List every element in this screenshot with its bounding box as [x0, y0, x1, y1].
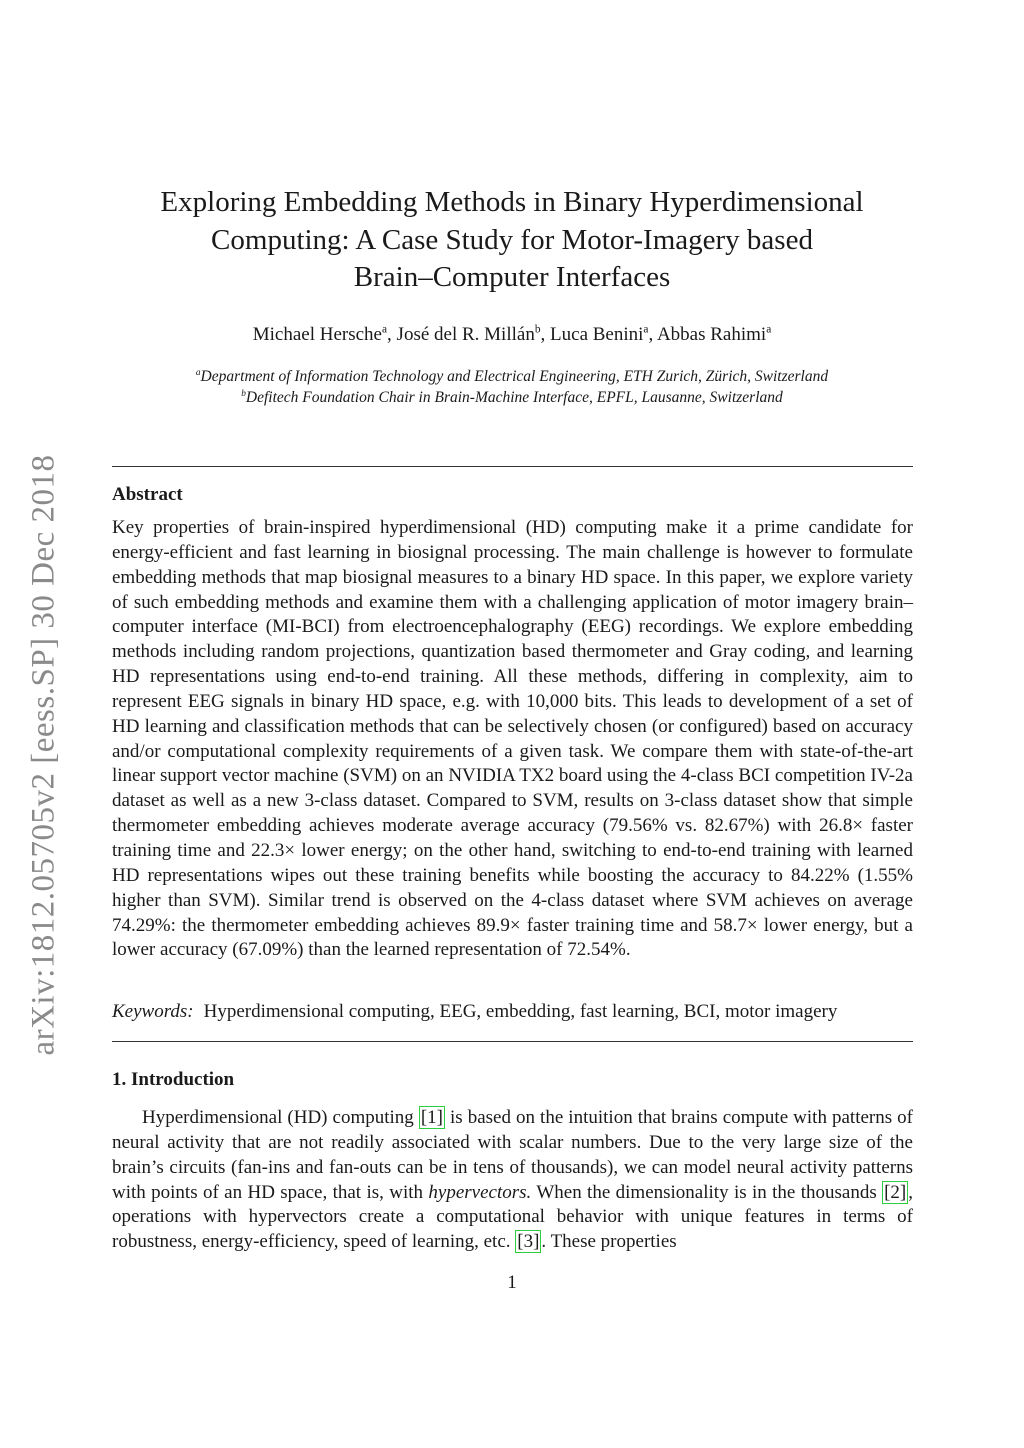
affiliation-text: Department of Information Technology and Electrical Engineering, ETH Zurich, Zürich, Switzerland: [200, 368, 829, 385]
title-line: Brain–Computer Interfaces: [353, 261, 671, 293]
affiliation-mark: b: [241, 388, 246, 399]
author-affiliation-mark: a: [766, 323, 772, 336]
affiliation-mark: a: [195, 367, 201, 378]
introduction-heading: 1. Introduction: [112, 1069, 235, 1090]
citation-link[interactable]: [2]: [884, 1181, 907, 1203]
keywords-label: Keywords:: [112, 1001, 194, 1022]
title-line: Exploring Embedding Methods in Binary Hyperdimensional: [160, 186, 864, 218]
intro-text-run: , operations with hypervectors create a computational behavior with unique features in terms of robustness, energy-efficiency, speed of learning, etc.: [112, 1181, 913, 1253]
intro-text-run: is based on the intuition that brains compute with patterns of neural activity that are not readily associated with scalar numbers. Due to the very large size of the brain’s circuits (fan-ins and fan-outs can be in tens of thousands), we can model neural activity patterns with points of an HD space, that is, with: [112, 1107, 913, 1203]
author-name: Michael Hersche: [252, 324, 382, 345]
affiliation: [112, 366, 912, 387]
abstract-top-rule: [112, 466, 913, 467]
affiliation: [112, 387, 912, 408]
paper-title: [112, 184, 912, 297]
author-name: Abbas Rahimi: [656, 324, 767, 345]
intro-emphasis: hypervectors.: [428, 1181, 532, 1203]
author-name: Luca Benini: [550, 324, 644, 345]
author-affiliation-mark: b: [534, 323, 541, 336]
keywords: [112, 1001, 837, 1023]
abstract-heading: Abstract: [112, 484, 183, 505]
intro-text-run: . These properties: [541, 1231, 677, 1253]
citation-link[interactable]: [3]: [517, 1231, 540, 1253]
page-number: 1: [507, 1272, 517, 1293]
abstract-bottom-rule: [112, 1041, 913, 1042]
author-name: José del R. Millán: [396, 324, 535, 345]
arxiv-stamp: arXiv:1812.05705v2 [eess.SP] 30 Dec 2018: [25, 454, 62, 1056]
title-line: Computing: A Case Study for Motor-Imagery based: [211, 223, 813, 256]
citation-link[interactable]: [1]: [420, 1107, 443, 1128]
intro-text-run: Hyperdimensional (HD) computing: [142, 1107, 419, 1128]
intro-text-run: When the dimensionality is in the thousands: [531, 1181, 883, 1203]
affiliation-text: Defitech Foundation Chair in Brain-Machine Interface, EPFL, Lausanne, Switzerland: [245, 389, 783, 406]
introduction-text: [112, 1106, 913, 1255]
author-list: Michael Hersche$^a$, José del R. Millán$^b$, Luca Benini$^a$, Abbas Rahimi$^a$: [252, 323, 772, 345]
arxiv-sidebar: [12, 440, 76, 1070]
author-affiliation-mark: a: [381, 323, 388, 336]
keywords-text: Hyperdimensional computing, EEG, embedding, fast learning, BCI, motor imagery: [203, 1001, 838, 1022]
abstract-text: Key properties of brain-inspired hyperdimensional (HD) computing make it a prime candidate for energy-efficient and fast learning in biosignal processing. The main challenge is however to formulate embedding methods that map biosignal measures to a binary HD space. In this paper, we explore variety of such embedding methods and examine them with a challenging application of motor imagery brain–computer interface (MI-BCI) from electroencephalography (EEG) recordings. We explore embedding methods including random projections, quantization based thermometer and Gray coding, and learning HD representations using end-to-end training. All these methods, differing in complexity, aim to represent EEG signals in binary HD space, e.g. with 10,000 bits. This leads to development of a set of HD learning and classification methods that can be selectively chosen (or configured) based on accuracy and/or computational complexity requirements of a given task. We compare them with state-of-the-art linear support vector machine (SVM) on an NVIDIA TX2 board using the 4-class BCI competition IV-2a dataset as well as a new 3-class dataset. Compared to SVM, results on 3-class dataset show that simple thermometer embedding achieves moderate average accuracy (79.56% vs. 82.67%) with 26.8× faster training time and 22.3× lower energy; on the other hand, switching to end-to-end training with learned HD representations wipes out these training benefits while boosting the accuracy to 84.22% (1.55% higher than SVM). Similar trend is observed on the 4-class dataset where SVM achieves on average 74.29%: the thermometer embedding achieves 89.9× faster training time and 58.7× lower energy, but a lower accuracy (67.09%) than the learned representation of 72.54%.: [112, 517, 913, 961]
author-affiliation-mark: a: [643, 323, 649, 336]
affiliation-list: [112, 366, 912, 408]
